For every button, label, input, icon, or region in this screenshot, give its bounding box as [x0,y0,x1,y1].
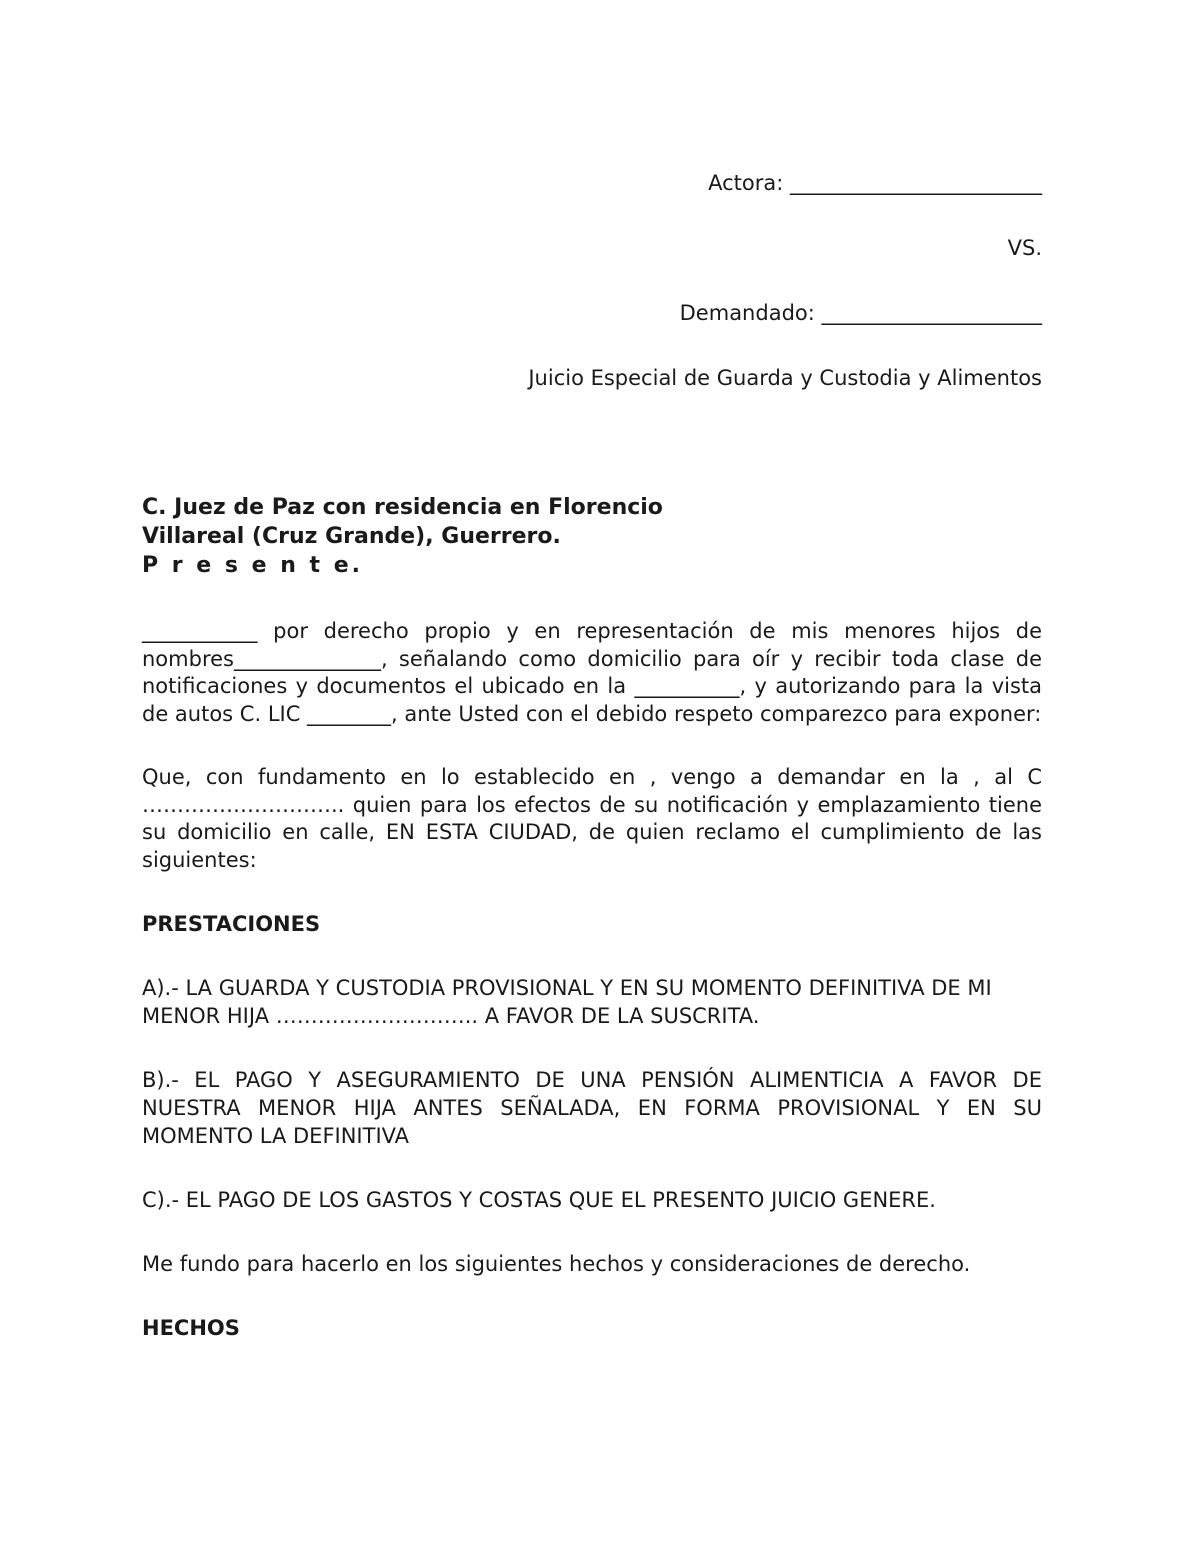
addressee-line-1: C. Juez de Paz con residencia en Florencio [142,495,663,520]
demandado-line: Demandado: _____________________ [679,301,1042,325]
prestacion-item-c: C).- EL PAGO DE LOS GASTOS Y COSTAS QUE EL PRESENTO JUICIO GENERE. [142,1188,936,1212]
juicio-line: Juicio Especial de Guarda y Custodia y Alimentos [528,366,1042,390]
intro-paragraph: ___________ por derecho propio y en representación de mis menores hijos de nombres______________, señalando como domicilio para oír y recibir toda clase de notificaciones y documentos el ubicado en la __________, y autorizando para la vista de autos C. LIC ________, ante Usted con el debido respeto comparezco para exponer: [142,619,1042,726]
addressee-block [142,493,1042,580]
prestacion-item-a: A).- LA GUARDA Y CUSTODIA PROVISIONAL Y EN SU MOMENTO DEFINITIVA DE MI MENOR HIJA ……………………….. A FAVOR DE LA SUSCRITA. [142,976,992,1028]
addressee-line-2: Villareal (Cruz Grande), Guerrero. [142,524,561,549]
document-content [142,168,1042,1342]
actora-line: Actora: ________________________ [708,171,1042,195]
fundamento-paragraph: Me fundo para hacerlo en los siguientes hechos y consideraciones de derecho. [142,1252,971,1276]
demand-paragraph: Que, con fundamento en lo establecido en , vengo a demandar en la , al C ……………………….. quien para los efectos de su notificación y emplazamiento tiene su domicilio en calle, EN ESTA CIUDAD, de quien reclamo el cumplimiento de las siguientes: [142,765,1042,872]
addressee-presente: P r e s e n t e. [142,553,363,578]
prestacion-item-b: B).- EL PAGO Y ASEGURAMIENTO DE UNA PENSIÓN ALIMENTICIA A FAVOR DE NUESTRA MENOR HIJA ANTES SEÑALADA, EN FORMA PROVISIONAL Y EN SU MOMENTO LA DEFINITIVA [142,1068,1042,1148]
case-header [142,168,1042,393]
vs-line: VS. [1007,236,1042,260]
hechos-heading: HECHOS [142,1316,240,1340]
prestaciones-heading: PRESTACIONES [142,912,321,936]
